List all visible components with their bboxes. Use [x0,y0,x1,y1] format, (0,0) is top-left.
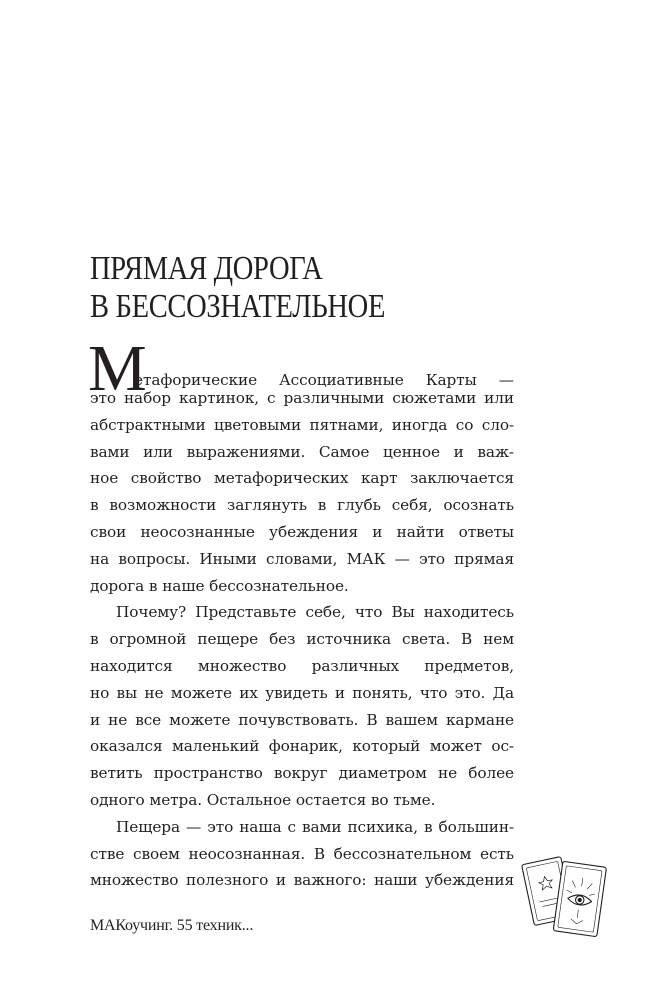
text-line: ное свойство метафорических карт заключается [90,469,514,488]
text-line: в возможности заглянуть в глубь себя, осознать [90,496,514,515]
text-line: это набор картинок, с различными сюжетами или [90,389,514,407]
text-line: на вопросы. Иными словами, МАК — это прямая [90,549,514,568]
paragraph-2 [90,599,514,813]
text-line: свои неосознанные убеждения и найти ответы [90,522,514,541]
text-line: оказался маленький фонарик, который может ос- [90,737,514,756]
text-line: етафорические Ассоциативные Карты — [134,371,514,389]
drop-cap-letter: М [88,332,147,405]
tarot-cards-eye-icon [518,848,628,944]
text-line: множество полезного и важного: наши убеждения [90,871,514,890]
text-line: в огромной пещере без источника света. В нем [90,630,514,649]
text-line: ветить пространство вокруг диаметром не более [90,764,514,783]
text-line: дорога в наше бессознательное. [90,576,349,595]
text-line: вами или выражениями. Самое ценное и важ- [90,442,514,461]
text-line: абстрактными цветовыми пятнами, иногда со сло- [90,415,514,434]
text-line: Почему? Представьте себе, что Вы находитесь [116,603,514,622]
running-footer-title: МАКоучинг. 55 техник... [90,917,254,934]
text-line: но вы не можете их увидеть и понять, что это. Да [90,683,514,702]
chapter-title-line-1: ПРЯМАЯ ДОРОГА [90,250,323,287]
text-line: находится множество различных предметов, [90,656,514,675]
text-line: и не все можете почувствовать. В вашем кармане [90,710,514,729]
paragraph-1 [90,343,514,599]
text-line: стве своем неосознанная. В бессознательном есть [90,844,514,863]
text-line: одного метра. Остальное остается во тьме. [90,790,436,809]
chapter-title [90,250,493,326]
paragraph-3 [90,814,514,894]
body-text [90,343,514,894]
text-line: Пещера — это наша с вами психика, в большин- [116,817,514,836]
chapter-title-line-2: В БЕССОЗНАТЕЛЬНОЕ [90,288,386,325]
